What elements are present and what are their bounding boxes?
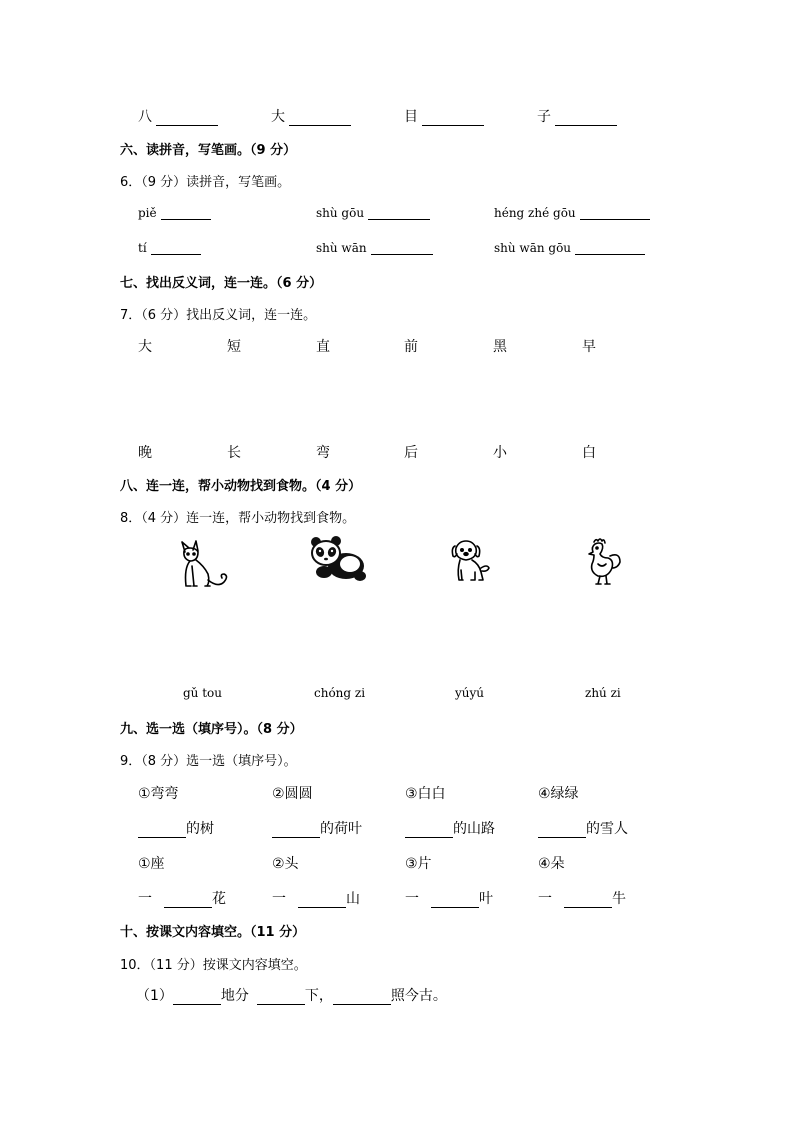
antonym-top-word[interactable]: 早 <box>582 339 596 355</box>
food-pinyin[interactable]: zhú zi <box>585 686 621 700</box>
section8-heading: 八、连一连，帮小动物找到食物。（4 分） <box>120 479 362 494</box>
fill-item: 的荷叶 <box>272 818 362 838</box>
food-pinyin[interactable]: chóng zi <box>314 686 366 700</box>
stroke-item: shù wān <box>316 240 433 255</box>
antonym-bottom-word[interactable]: 长 <box>227 445 241 461</box>
antonym-bottom-word[interactable]: 小 <box>493 445 507 461</box>
question-9: 9．（8 分）选一选（填序号）。 <box>120 754 297 769</box>
antonym-bottom-word[interactable]: 弯 <box>316 445 330 461</box>
answer-blank[interactable] <box>138 823 186 838</box>
fill-item: 的树 <box>138 818 214 838</box>
section6-heading: 六、读拼音，写笔画。（9 分） <box>120 143 297 158</box>
antonym-top-word[interactable]: 直 <box>316 339 330 355</box>
answer-blank[interactable] <box>564 893 612 908</box>
food-pinyin[interactable]: yúyú <box>455 686 485 700</box>
stroke-item: héng zhé gōu <box>494 205 650 220</box>
answer-blank[interactable] <box>164 893 212 908</box>
section10-heading: 十、按课文内容填空。（11 分） <box>120 925 306 940</box>
answer-blank[interactable] <box>289 111 351 126</box>
question-6: 6．（9 分）读拼音，写笔画。 <box>120 175 291 190</box>
section9-heading: 九、选一选（填序号）。（8 分） <box>120 722 303 737</box>
answer-blank[interactable] <box>272 823 320 838</box>
option-item: ①座 <box>138 856 165 872</box>
fill-item: 的山路 <box>405 818 495 838</box>
antonym-top-word[interactable]: 黑 <box>493 339 507 355</box>
option-item: ④朵 <box>538 856 565 872</box>
rooster-icon[interactable] <box>586 538 626 588</box>
top-item-1: 八 <box>138 106 218 126</box>
antonym-top-word[interactable]: 大 <box>138 339 152 355</box>
panda-icon[interactable] <box>310 536 368 582</box>
option-item: ④绿绿 <box>538 786 579 802</box>
answer-blank[interactable] <box>151 240 201 255</box>
measure-item: 一 山 <box>272 891 360 907</box>
measure-item: 一 花 <box>138 891 226 907</box>
food-pinyin[interactable]: gǔ tou <box>183 686 222 700</box>
question-8: 8．（4 分）连一连，帮小动物找到食物。 <box>120 511 356 526</box>
answer-blank[interactable] <box>298 893 346 908</box>
stroke-item: shù gōu <box>316 205 430 220</box>
answer-blank[interactable] <box>405 823 453 838</box>
answer-blank[interactable] <box>580 205 650 220</box>
top-item-3: 目 <box>404 106 484 126</box>
answer-blank[interactable] <box>333 990 391 1005</box>
dog-icon[interactable] <box>449 538 493 588</box>
antonym-bottom-word[interactable]: 白 <box>582 445 596 461</box>
option-item: ②头 <box>272 856 299 872</box>
answer-blank[interactable] <box>161 205 211 220</box>
section7-heading: 七、找出反义词，连一连。（6 分） <box>120 276 323 291</box>
antonym-top-word[interactable]: 短 <box>227 339 241 355</box>
answer-blank[interactable] <box>538 823 586 838</box>
option-item: ①弯弯 <box>138 786 179 802</box>
measure-item: 一 牛 <box>538 891 626 907</box>
stroke-item: piě <box>138 205 211 220</box>
option-item: ③白白 <box>405 786 446 802</box>
top-item-4: 子 <box>537 106 617 126</box>
antonym-bottom-word[interactable]: 晚 <box>138 445 152 461</box>
stroke-item: shù wān gōu <box>494 240 645 255</box>
antonym-top-word[interactable]: 前 <box>404 339 418 355</box>
poem-fill-line: （1） 地分 下， 照今古。 <box>136 988 447 1004</box>
option-item: ②圆圆 <box>272 786 313 802</box>
option-item: ③片 <box>405 856 432 872</box>
answer-blank[interactable] <box>156 111 218 126</box>
cat-icon[interactable] <box>174 536 232 592</box>
answer-blank[interactable] <box>371 240 433 255</box>
answer-blank[interactable] <box>173 990 221 1005</box>
top-item-2: 大 <box>271 106 351 126</box>
fill-item: 的雪人 <box>538 818 628 838</box>
answer-blank[interactable] <box>368 205 430 220</box>
answer-blank[interactable] <box>257 990 305 1005</box>
measure-item: 一 叶 <box>405 891 493 907</box>
answer-blank[interactable] <box>575 240 645 255</box>
antonym-bottom-word[interactable]: 后 <box>404 445 418 461</box>
answer-blank[interactable] <box>422 111 484 126</box>
question-7: 7．（6 分）找出反义词，连一连。 <box>120 308 317 323</box>
answer-blank[interactable] <box>431 893 479 908</box>
answer-blank[interactable] <box>555 111 617 126</box>
question-10: 10．（11 分）按课文内容填空。 <box>120 958 307 973</box>
stroke-item: tí <box>138 240 201 255</box>
